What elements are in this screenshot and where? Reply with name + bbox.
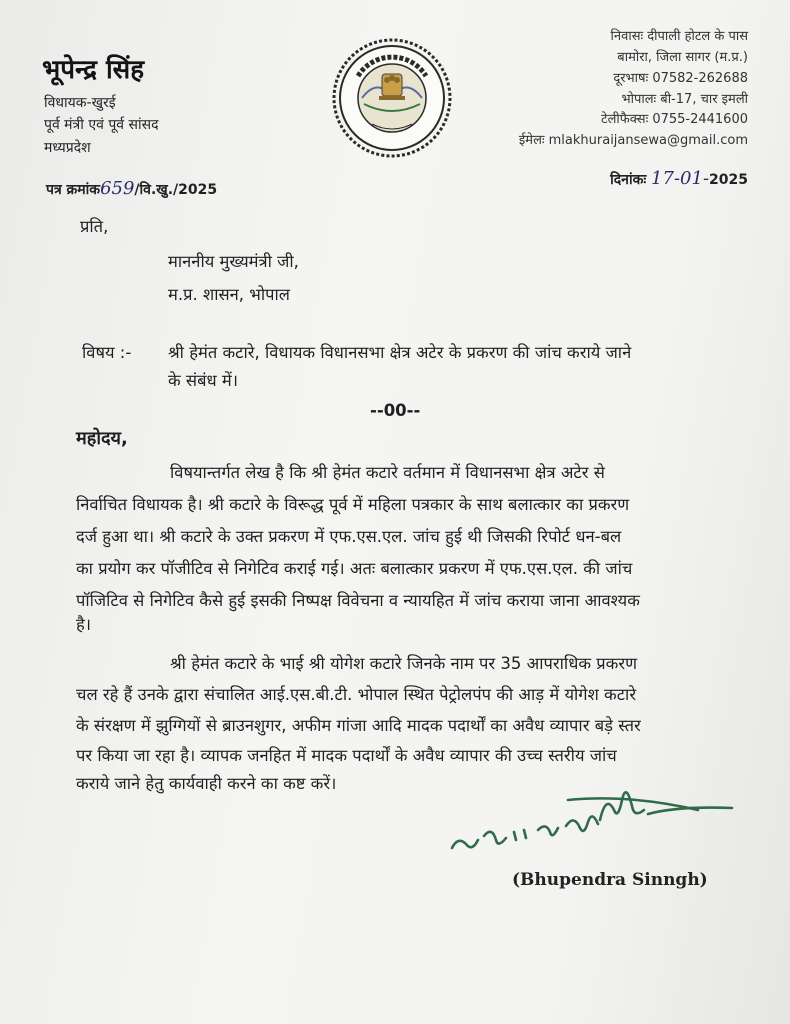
email-address: ईमेलः mlakhuraijansewa@gmail.com [518, 133, 748, 148]
para2-line1: श्री हेमंत कटारे के भाई श्री योगेश कटारे जिनके नाम पर 35 आपराधिक प्रकरण [170, 654, 637, 673]
assembly-seal-icon [332, 38, 452, 158]
phone-number: दूरभाषः 07582-262688 [613, 71, 748, 86]
subject-line2: के संबंध में। [168, 371, 239, 390]
para1-line3: दर्ज हुआ था। श्री कटारे के उक्त प्रकरण में एफ.एस.एल. जांच हुई थी जिसकी रिपोर्ट धन-बल [76, 527, 622, 546]
recipient-line1: माननीय मुख्यमंत्री जी, [168, 252, 299, 271]
salutation: महोदय, [76, 428, 128, 449]
bhopal-address: भोपालः बी-17, चार इमली [621, 92, 748, 107]
para2-line3: के संरक्षण में झुग्गियों से ब्राउनशुगर, अफीम गांजा आदि मादक पदार्थों का अवैध व्यापार बड़े स्तर [76, 716, 641, 735]
sender-name: भूपेन्द्र सिंह [42, 55, 145, 85]
subject-line1: श्री हेमंत कटारे, विधायक विधानसभा क्षेत्र अटेर के प्रकरण की जांच कराये जाने [168, 343, 632, 362]
separator: --00-- [370, 401, 421, 420]
para1-line4: का प्रयोग कर पॉजीटिव से निगेटिव कराई गई। अतः बलात्कार प्रकरण में एफ.एस.एल. की जांच [76, 559, 633, 578]
para1-line2: निर्वाचित विधायक है। श्री कटारे के विरूद्ध पूर्व में महिला पत्रकार के साथ बलात्कार का प्रकरण [76, 495, 630, 514]
reference-number: 659 [100, 178, 135, 199]
recipient-line2: म.प्र. शासन, भोपाल [168, 285, 290, 304]
date-day-month: 17-01- [651, 168, 710, 189]
residence-address: निवासः दीपाली होटल के पास [610, 29, 748, 44]
letter-date [610, 168, 748, 189]
residence-district: बामोरा, जिला सागर (म.प्र.) [617, 50, 748, 65]
para1-line6: है। [76, 615, 92, 634]
reference-label: पत्र क्रमांक [46, 182, 101, 198]
telefax-number: टेलीफैक्सः 0755-2441600 [601, 112, 748, 127]
para2-line5: कराये जाने हेतु कार्यवाही करने का कष्ट करें। [76, 774, 337, 793]
para1-line1: विषयान्तर्गत लेख है कि श्री हेमंत कटारे वर्तमान में विधानसभा क्षेत्र अटेर से [170, 463, 605, 482]
date-year: 2025 [709, 172, 748, 188]
date-label: दिनांकः [610, 172, 647, 188]
handwritten-signature-icon [448, 770, 738, 870]
sender-state: मध्यप्रदेश [44, 140, 91, 156]
signatory-name: (Bhupendra Sinngh) [512, 870, 708, 890]
para2-line4: पर किया जा रहा है। व्यापक जनहित में मादक पदार्थों के अवैध व्यापार की उच्च स्तरीय जांच [76, 746, 617, 765]
sender-former-posts: पूर्व मंत्री एवं पूर्व सांसद [44, 117, 159, 133]
para1-line5: पॉजिटिव से निगेटिव कैसे हुई इसकी निष्पक्ष विवेचना व न्यायहित में जांच कराया जाना आवश्यक [76, 591, 640, 610]
recipient-prati: प्रति, [80, 217, 109, 236]
para2-line2: चल रहे हैं उनके द्वारा संचालित आई.एस.बी.टी. भोपाल स्थित पेट्रोलपंप की आड़ में योगेश कटारे [76, 685, 637, 704]
reference-suffix: /वि.खु./2025 [134, 182, 218, 198]
letter-reference [46, 178, 217, 199]
subject-label: विषय :- [82, 343, 132, 362]
sender-designation: विधायक-खुरई [44, 95, 116, 111]
